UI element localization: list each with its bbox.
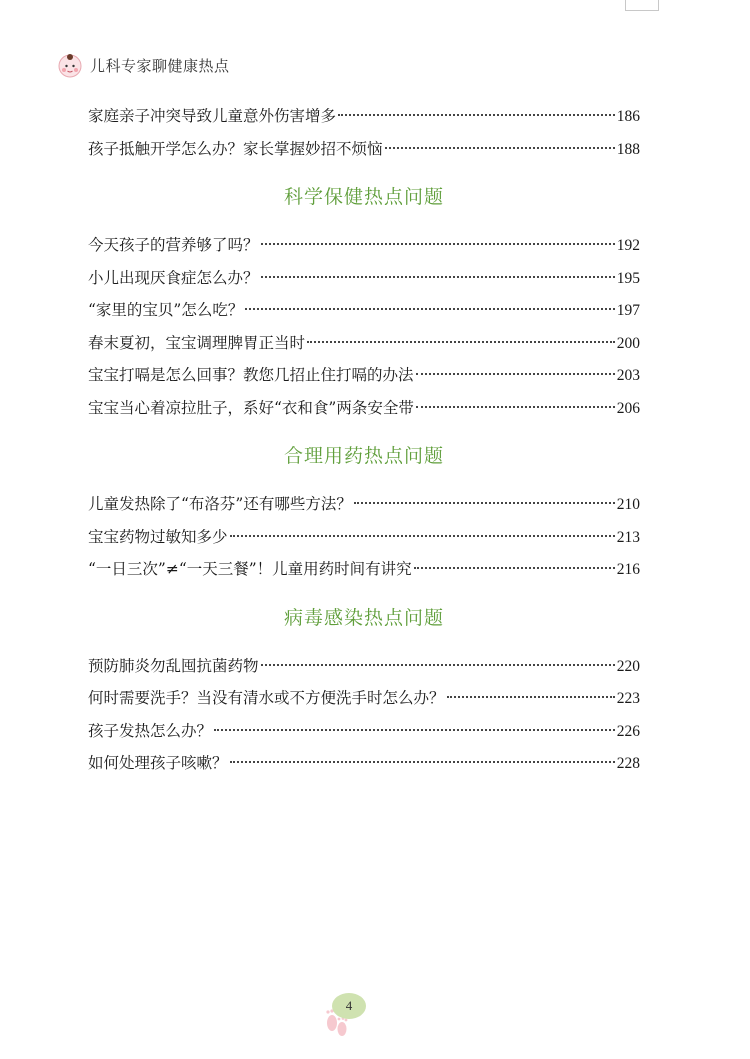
toc-entry[interactable]	[88, 488, 640, 521]
toc-entry-page: 226	[616, 722, 640, 740]
toc-entry-title: 预防肺炎勿乱囤抗菌药物	[88, 656, 259, 675]
dot-leader	[214, 729, 615, 731]
section-heading-medication: 合理用药热点问题	[283, 445, 444, 467]
toc-entry-page: 192	[616, 237, 640, 254]
toc-entry-page: 203	[616, 367, 640, 384]
dot-leader	[230, 761, 615, 763]
toc-entry-page: 220	[616, 657, 640, 675]
toc-entry-title: 孩子发热怎么办？	[88, 721, 213, 740]
dot-leader	[447, 696, 615, 698]
toc-entry-title: 孩子抵触开学怎么办？家长掌握妙招不烦恼	[88, 139, 383, 158]
toc-entry-title: 宝宝当心着凉拉肚子，系好“衣和食”两条安全带	[88, 398, 414, 417]
toc-entry-title: 今天孩子的营养够了吗？	[88, 236, 259, 254]
toc-entry[interactable]	[88, 229, 640, 262]
dot-leader	[230, 535, 615, 537]
toc-entry-page: 216	[616, 561, 640, 578]
toc-entry[interactable]	[88, 521, 640, 554]
toc-entry-title: 如何处理孩子咳嗽？	[88, 754, 228, 772]
toc-entry-title: 儿童发热除了“布洛芬”还有哪些方法？	[88, 495, 352, 513]
running-header	[56, 50, 230, 80]
toc-entry-title: 春末夏初，宝宝调理脾胃正当时	[88, 333, 306, 352]
section-heading-health-care: 科学保健热点问题	[283, 186, 444, 208]
toc-entry[interactable]	[88, 715, 640, 748]
toc-entry-page: 228	[616, 755, 640, 772]
toc-entry-title: 宝宝打嗝是怎么回事？教您几招止住打嗝的办法	[88, 366, 414, 384]
toc-entry[interactable]	[88, 327, 640, 360]
dot-leader	[261, 664, 615, 666]
dot-leader	[261, 243, 615, 245]
toc-entry-page: 197	[616, 302, 640, 319]
dot-leader	[307, 341, 615, 343]
toc-entry-page: 186	[616, 108, 640, 125]
dot-leader	[416, 373, 615, 375]
toc-entry[interactable]	[88, 294, 640, 327]
dot-leader	[245, 308, 614, 310]
toc-entry-page: 200	[616, 334, 640, 352]
toc-entry-page: 195	[616, 269, 640, 287]
toc-entry-title: “一日三次”≠“一天三餐”！儿童用药时间有讲究	[88, 560, 412, 578]
toc-entry[interactable]	[88, 100, 640, 133]
toc-entry-page: 213	[616, 528, 640, 546]
page-number: 4	[332, 993, 366, 1019]
toc-entry[interactable]	[88, 747, 640, 780]
dot-leader	[338, 114, 615, 116]
toc-entry-page: 206	[616, 399, 640, 417]
toc-entry[interactable]	[88, 650, 640, 683]
toc-entry[interactable]	[88, 682, 640, 715]
toc-entry-title: 家庭亲子冲突导致儿童意外伤害增多	[88, 107, 337, 125]
book-title: 儿科专家聊健康热点	[90, 56, 230, 75]
dot-leader	[261, 276, 615, 278]
table-of-contents	[88, 100, 640, 780]
toc-entry[interactable]	[88, 359, 640, 392]
toc-entry[interactable]	[88, 392, 640, 425]
toc-entry[interactable]	[88, 553, 640, 586]
baby-face-icon	[56, 51, 84, 79]
dot-leader	[416, 406, 615, 408]
dot-leader	[385, 147, 615, 149]
toc-entry-page: 188	[616, 140, 640, 158]
toc-entry-page: 223	[616, 690, 640, 707]
dot-leader	[414, 567, 615, 569]
toc-entry-title: 小儿出现厌食症怎么办？	[88, 268, 259, 287]
toc-entry-title: 何时需要洗手？当没有清水或不方便洗手时怎么办？	[88, 689, 445, 707]
toc-entry-title: “家里的宝贝”怎么吃？	[88, 301, 244, 319]
dot-leader	[354, 502, 615, 504]
section-heading-virus-infection: 病毒感染热点问题	[283, 606, 444, 629]
toc-entry[interactable]	[88, 262, 640, 295]
toc-entry[interactable]	[88, 133, 640, 166]
toc-entry-title: 宝宝药物过敏知多少	[88, 527, 228, 546]
toc-entry-page: 210	[616, 496, 640, 513]
page-corner-mark	[625, 0, 659, 11]
